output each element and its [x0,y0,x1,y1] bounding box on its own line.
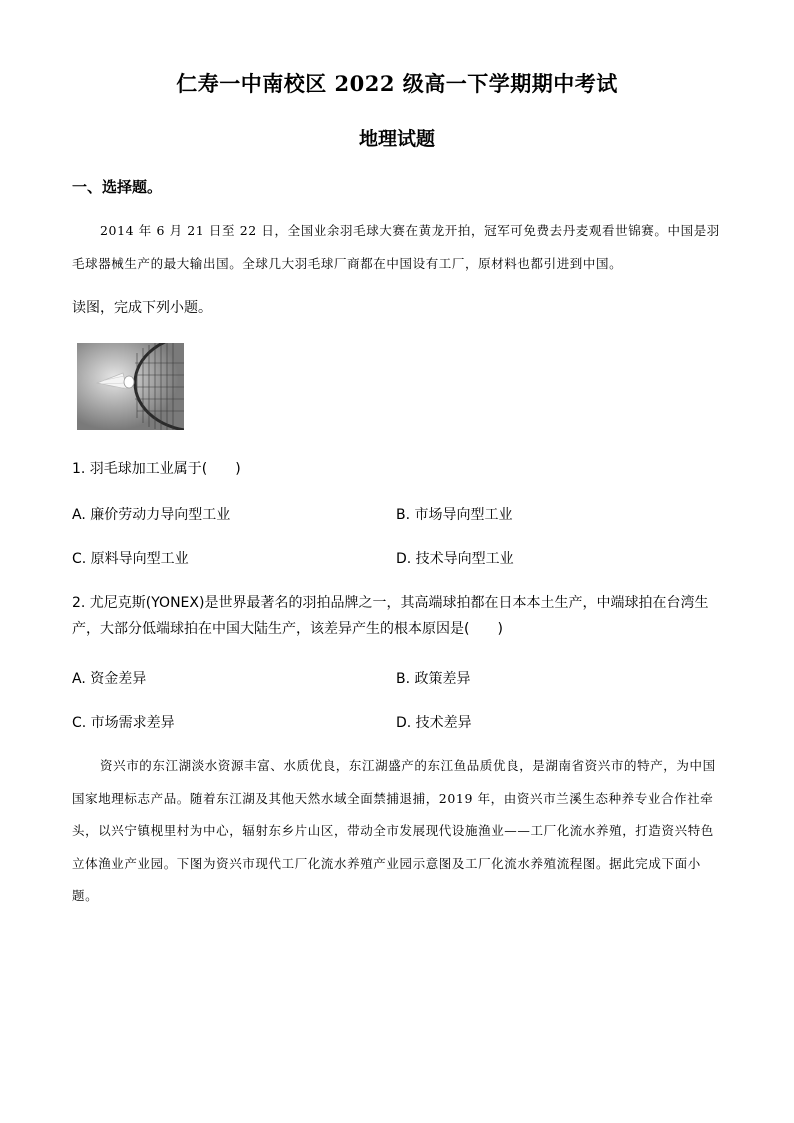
passage-badminton: 2014 年 6 月 21 日至 22 日，全国业余羽毛球大赛在黄龙开拍，冠军可免费去丹麦观看世锦赛。中国是羽毛球器械生产的最大输出国。全球几大羽毛球厂商都在中国设有工厂，原材料也都引进到中国。 [72,223,720,271]
question-2-option-d[interactable]: D. 技术差异 [396,715,472,731]
question-1-option-c[interactable]: C. 原料导向型工业 [72,551,189,567]
question-2-option-b[interactable]: B. 政策差异 [396,671,471,687]
instruction-text: 读图，完成下列小题。 [72,300,212,316]
question-1-option-d[interactable]: D. 技术导向型工业 [396,551,514,567]
badminton-shuttlecock-racket-icon [77,343,184,430]
question-1-option-a[interactable]: A. 廉价劳动力导向型工业 [72,507,231,523]
section-heading: 一、选择题。 [72,178,163,196]
question-2-option-a[interactable]: A. 资金差异 [72,671,147,687]
exam-title: 仁寿一中南校区 2022 级高一下学期期中考试 [176,71,618,96]
passage-fish-farming: 资兴市的东江湖淡水资源丰富、水质优良，东江湖盛产的东江鱼品质优良，是湖南省资兴市的特产，为中国国家地理标志产品。随着东江湖及其他天然水域全面禁捕退捕，2019 年，由资兴市兰溪生态种养专业合作社牵头，以兴宁镇枧里村为中心，辐射东乡片山区，带动全市发展现代设施渔业——工厂化流水养殖，打造资兴特色立体渔业产业园。下图为资兴市现代工厂化流水养殖产业园示意图及工厂化流水养殖流程图。据此完成下面小题。 [72,758,716,903]
question-1-stem: 1. 羽毛球加工业属于( ) [72,461,241,477]
badminton-photo [77,343,184,430]
question-1-option-b[interactable]: B. 市场导向型工业 [396,507,513,523]
question-2-stem: 2. 尤尼克斯(YONEX)是世界最著名的羽拍品牌之一，其高端球拍都在日本本土生产，中端球拍在台湾生产，大部分低端球拍在中国大陆生产，该差异产生的根本原因是( ) [72,595,709,637]
question-2-option-c[interactable]: C. 市场需求差异 [72,715,175,731]
exam-subtitle: 地理试题 [358,128,435,150]
